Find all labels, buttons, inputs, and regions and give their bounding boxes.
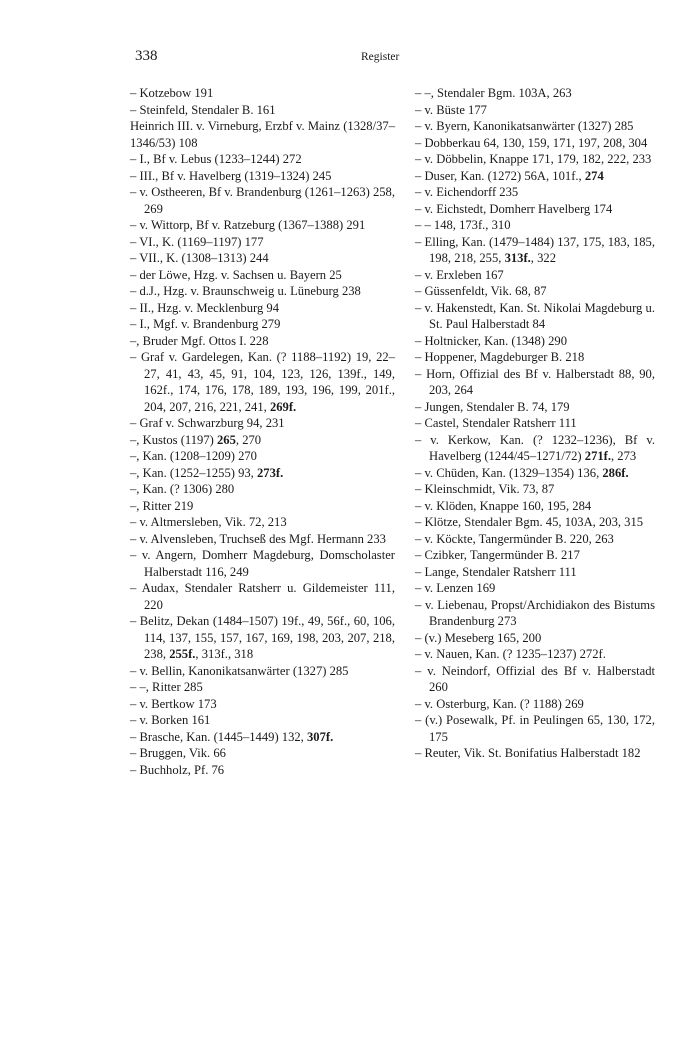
index-entry: [130, 762, 395, 779]
entry-text: – v. Chüden, Kan. (1329–1354) 136,: [415, 465, 603, 480]
index-entry: [415, 547, 655, 564]
entry-text: – Brasche, Kan. (1445–1449) 132,: [130, 729, 307, 744]
entry-text: – III., Bf v. Havelberg (1319–1324) 245: [130, 168, 332, 183]
index-entry: [415, 151, 655, 168]
page-number: 338: [135, 48, 158, 64]
entry-text: – v. Liebenau, Propst/Archidiakon des Bistums Brandenburg 273: [415, 597, 655, 628]
entry-bold-page: 273f.: [256, 465, 284, 480]
index-entry: [130, 85, 395, 102]
entry-text: –, Kustos (1197): [130, 432, 217, 447]
entry-bold-page: 265: [217, 432, 236, 447]
index-entry: [415, 531, 655, 548]
entry-text: – Holtnicker, Kan. (1348) 290: [415, 333, 567, 348]
index-entry: [130, 498, 395, 515]
index-entry: [415, 564, 655, 581]
entry-text: – Güssenfeldt, Vik. 68, 87: [415, 284, 547, 298]
entry-text: – Elling, Kan. (1479–1484) 137, 175, 183, 185, 198, 218, 255,: [415, 234, 655, 265]
index-entry: [130, 514, 395, 531]
index-entry: [130, 283, 395, 300]
index-entry: [130, 349, 395, 415]
index-entry: [415, 300, 655, 333]
index-entry: [415, 366, 655, 399]
index-entry: [130, 712, 395, 729]
entry-text: – Kotzebow 191: [130, 86, 214, 100]
index-entry: [415, 481, 655, 498]
entry-text: – v. Borken 161: [130, 713, 211, 727]
index-entry: [130, 102, 395, 119]
entry-text: Heinrich III. v. Virneburg, Erzbf v. Mainz (1328/37–1346/53) 108: [130, 119, 395, 150]
index-entry: [415, 333, 655, 350]
entry-text: – v. Osterburg, Kan. (? 1188) 269: [415, 696, 584, 711]
entry-text: –, Kan. (1208–1209) 270: [130, 449, 257, 463]
index-entry: [130, 151, 395, 168]
entry-text: – Steinfeld, Stendaler B. 161: [130, 102, 276, 117]
index-entry: [130, 696, 395, 713]
entry-text: – Castel, Stendaler Ratsherr 111: [415, 416, 577, 430]
index-entry: [415, 646, 655, 663]
entry-text: – v. Eichstedt, Domherr Havelberg 174: [415, 201, 613, 216]
entry-text: – I., Bf v. Lebus (1233–1244) 272: [130, 152, 302, 166]
entry-text: – Audax, Stendaler Ratsherr u. Gildemeister 111, 220: [130, 581, 395, 612]
entry-text: – Lange, Stendaler Ratsherr 111: [415, 564, 577, 579]
index-entry: [130, 300, 395, 317]
index-entry: [415, 234, 655, 267]
entry-bold-page: 307f.: [306, 729, 334, 744]
index-entry: [415, 283, 655, 300]
entry-text: – v. Büste 177: [415, 102, 487, 117]
index-entry: [415, 630, 655, 647]
entry-text: – I., Mgf. v. Brandenburg 279: [130, 317, 281, 331]
index-entry: [415, 349, 655, 366]
entry-text: – Graf v. Schwarzburg 94, 231: [130, 416, 285, 430]
entry-tail: , 322: [530, 251, 556, 265]
entry-text: – v. Bellin, Kanonikatsanwärter (1327) 285: [130, 663, 349, 678]
entry-tail: , 313f., 318: [195, 647, 254, 661]
entry-text: – Dobberkau 64, 130, 159, 171, 197, 208, 304: [415, 135, 648, 150]
index-entry: [415, 135, 655, 152]
index-entry: [415, 201, 655, 218]
entry-text: –, Kan. (? 1306) 280: [130, 482, 235, 496]
index-entry: [130, 745, 395, 762]
entry-text: – v. Ostheeren, Bf v. Brandenburg (1261–1263) 258, 269: [130, 185, 396, 216]
index-entry: [130, 217, 395, 234]
index-entry: [415, 580, 655, 597]
index-entry: [415, 514, 655, 531]
entry-bold-page: 286f.: [602, 465, 629, 480]
index-entry: [415, 712, 655, 745]
index-entry: [130, 250, 395, 267]
index-entry: [415, 432, 655, 465]
entry-text: – v. Neindorf, Offizial des Bf v. Halberstadt 260: [415, 663, 655, 694]
entry-text: – –, Ritter 285: [130, 680, 203, 694]
index-entry: [130, 465, 395, 482]
index-entry: [415, 85, 655, 102]
entry-bold-page: 271f.: [584, 449, 611, 463]
index-entry: [415, 696, 655, 713]
index-entry: [130, 316, 395, 333]
index-entry: [130, 547, 395, 580]
entry-text: – v. Alvensleben, Truchseß des Mgf. Hermann 233: [130, 531, 386, 546]
entry-text: – (v.) Posewalk, Pf. in Peulingen 65, 130, 172, 175: [415, 713, 655, 744]
index-entry: [130, 118, 395, 151]
index-entry: [415, 498, 655, 515]
entry-text: – Graf v. Gardelegen, Kan. (? 1188–1192) 19, 22–27, 41, 43, 45, 91, 104, 123, 126, 139f., 149, 162f., 174, 176, 178, 189, 193, 196, 199, 201f., 204, 207, 216, 221, 241,: [130, 350, 395, 414]
entry-text: – Bruggen, Vik. 66: [130, 746, 226, 760]
index-entry: [415, 415, 655, 432]
entry-text: –, Bruder Mgf. Ottos I. 228: [130, 333, 269, 348]
index-entry: [130, 333, 395, 350]
index-entry: [130, 184, 395, 217]
running-head: Register: [361, 51, 400, 63]
index-entry: [130, 168, 395, 185]
entry-text: – d.J., Hzg. v. Braunschweig u. Lüneburg 238: [130, 284, 361, 298]
index-entry: [415, 168, 655, 185]
index-entry: [415, 267, 655, 284]
index-column-right: [415, 85, 655, 762]
entry-text: – v. Byern, Kanonikatsanwärter (1327) 285: [415, 119, 634, 133]
index-entry: [130, 415, 395, 432]
entry-text: – (v.) Meseberg 165, 200: [415, 630, 542, 645]
entry-text: – Belitz, Dekan (1484–1507) 19f., 49, 56f., 60, 106, 114, 137, 155, 157, 167, 169, 198, 203, 207, 218, 238,: [130, 614, 395, 661]
entry-bold-page: 313f.: [504, 251, 531, 265]
entry-text: – Klötze, Stendaler Bgm. 45, 103A, 203, 315: [415, 515, 644, 529]
index-entry: [415, 118, 655, 135]
entry-text: – v. Eichendorff 235: [415, 185, 519, 199]
index-entry: [130, 234, 395, 251]
entry-text: – Kleinschmidt, Vik. 73, 87: [415, 482, 555, 496]
entry-tail: , 273: [611, 449, 637, 463]
index-entry: [415, 184, 655, 201]
entry-text: – v. Hakenstedt, Kan. St. Nikolai Magdeburg u. St. Paul Halberstadt 84: [415, 300, 655, 331]
index-entry: [130, 481, 395, 498]
entry-text: – der Löwe, Hzg. v. Sachsen u. Bayern 25: [130, 267, 342, 282]
entry-text: – v. Nauen, Kan. (? 1235–1237) 272f.: [415, 647, 606, 661]
entry-bold-page: 274: [584, 168, 604, 183]
entry-text: – v. Döbbelin, Knappe 171, 179, 182, 222, 233: [415, 152, 652, 166]
entry-text: – Jungen, Stendaler B. 74, 179: [415, 399, 570, 414]
entry-text: – v. Kerkow, Kan. (? 1232–1236), Bf v. Havelberg (1244/45–1271/72): [415, 432, 655, 463]
index-entry: [415, 102, 655, 119]
entry-text: – v. Erxleben 167: [415, 267, 504, 282]
entry-text: – v. Köckte, Tangermünder B. 220, 263: [415, 531, 614, 546]
index-entry: [130, 729, 395, 746]
entry-tail: , 270: [235, 432, 262, 447]
entry-text: – –, Stendaler Bgm. 103A, 263: [415, 86, 572, 100]
index-entry: [415, 745, 655, 762]
entry-text: – v. Lenzen 169: [415, 581, 496, 595]
entry-text: – v. Angern, Domherr Magdeburg, Domscholaster Halberstadt 116, 249: [130, 548, 395, 579]
index-entry: [415, 465, 655, 482]
entry-text: – VI., K. (1169–1197) 177: [130, 234, 264, 249]
entry-text: – v. Klöden, Knappe 160, 195, 284: [415, 498, 592, 513]
index-entry: [130, 613, 395, 663]
entry-bold-page: 255f.: [169, 647, 196, 661]
entry-text: – Czibker, Tangermünder B. 217: [415, 548, 580, 562]
index-entry: [130, 663, 395, 680]
entry-text: – Duser, Kan. (1272) 56A, 101f.,: [415, 168, 585, 183]
entry-text: – Reuter, Vik. St. Bonifatius Halberstadt 182: [415, 746, 641, 760]
entry-text: – v. Altmersleben, Vik. 72, 213: [130, 515, 287, 529]
entry-text: – – 148, 173f., 310: [415, 218, 511, 232]
entry-text: – VII., K. (1308–1313) 244: [130, 251, 269, 265]
index-entry: [130, 531, 395, 548]
entry-text: – v. Wittorp, Bf v. Ratzeburg (1367–1388) 291: [130, 218, 366, 232]
entry-text: – v. Bertkow 173: [130, 696, 217, 711]
entry-text: – Buchholz, Pf. 76: [130, 762, 225, 777]
entry-text: – Horn, Offizial des Bf v. Halberstadt 88, 90, 203, 264: [415, 366, 655, 397]
index-column-left: [130, 85, 395, 778]
index-entry: [130, 580, 395, 613]
index-entry: [130, 679, 395, 696]
index-entry: [130, 448, 395, 465]
entry-text: –, Ritter 219: [130, 498, 194, 513]
index-entry: [415, 399, 655, 416]
index-entry: [415, 597, 655, 630]
index-entry: [130, 267, 395, 284]
entry-bold-page: 269f.: [269, 399, 297, 414]
entry-text: – Hoppener, Magdeburger B. 218: [415, 350, 585, 364]
index-entry: [415, 663, 655, 696]
entry-text: – II., Hzg. v. Mecklenburg 94: [130, 300, 279, 315]
index-entry: [130, 432, 395, 449]
index-entry: [415, 217, 655, 234]
entry-text: –, Kan. (1252–1255) 93,: [130, 465, 257, 480]
